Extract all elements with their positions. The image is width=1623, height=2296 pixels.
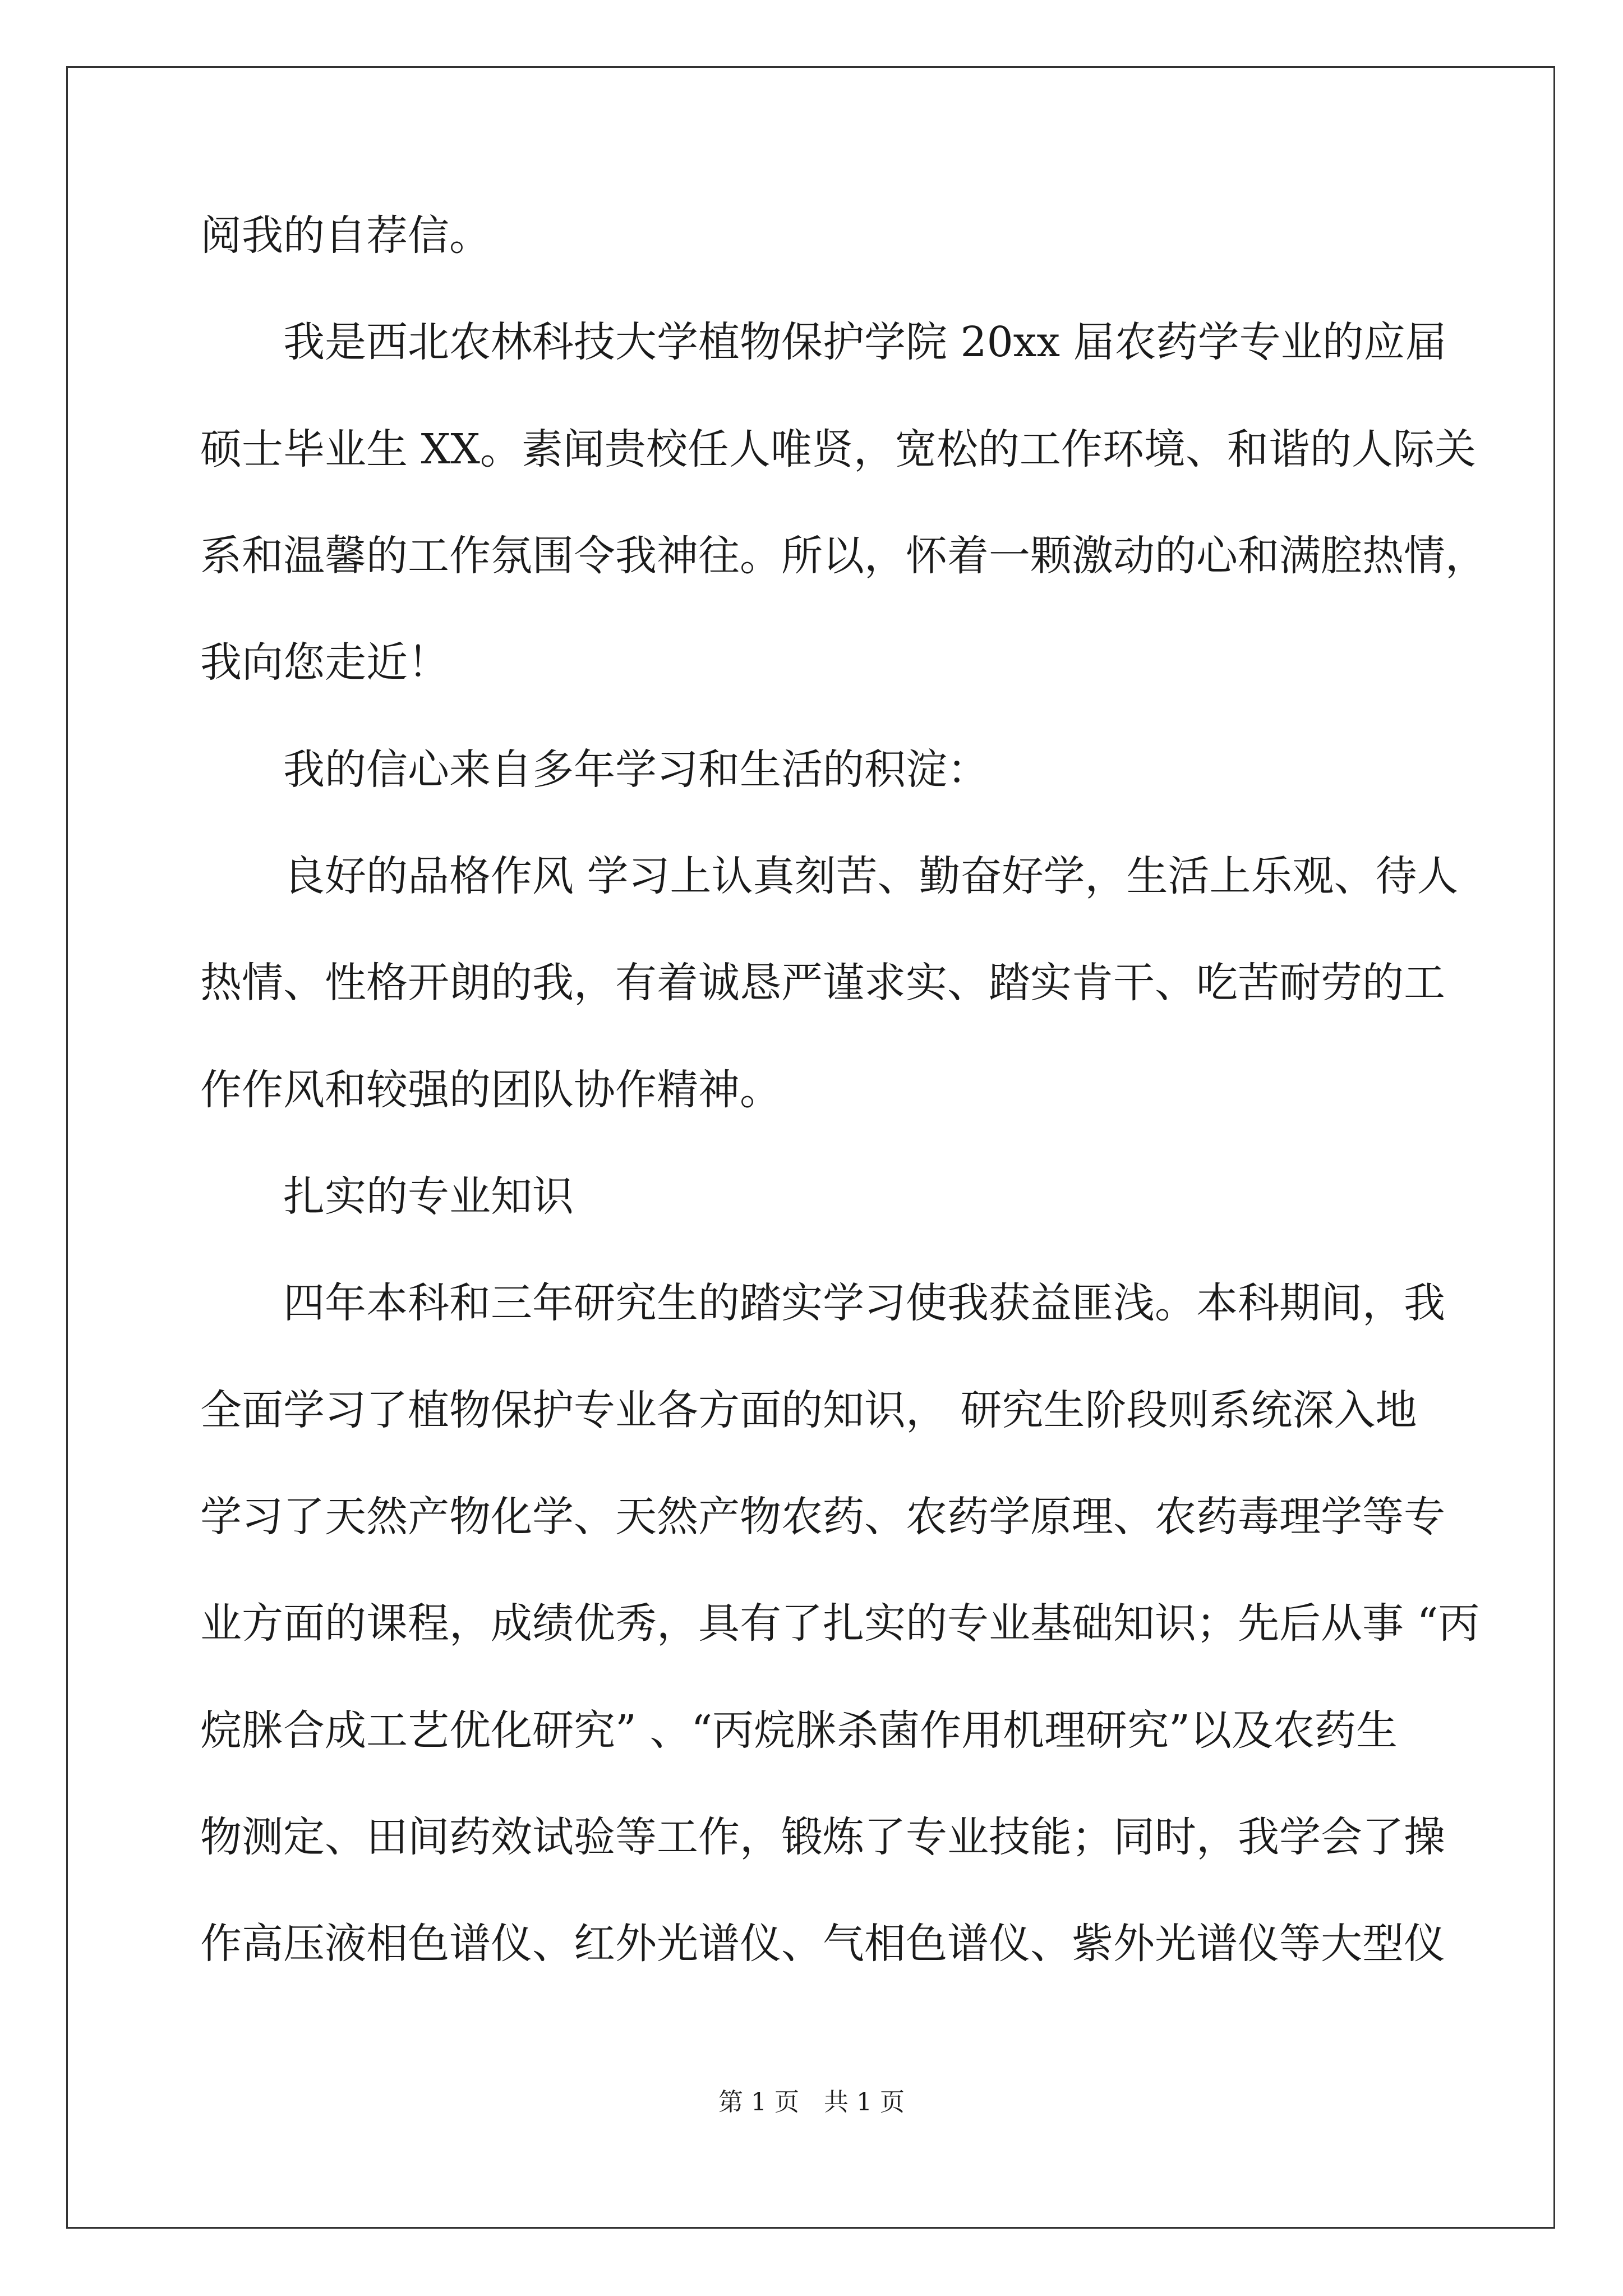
text-line: 热情、性格开朗的我，有着诚恳严谨求实、踏实肯干、吃苦耐劳的工 xyxy=(200,959,1445,1007)
page-border xyxy=(66,66,1555,2229)
text-line: 作高压液相色谱仪、红外光谱仪、气相色谱仪、紫外光谱仪等大型仪 xyxy=(200,1920,1445,1968)
text-line: 我向您走近！ xyxy=(200,638,449,687)
text-line: 学习了天然产物化学、天然产物农药、农药学原理、农药毒理学等专 xyxy=(200,1493,1445,1541)
text-line: 扎实的专业知识 xyxy=(283,1172,574,1221)
text-line: 业方面的课程，成绩优秀，具有了扎实的专业基础知识；先后从事 “丙 xyxy=(200,1599,1480,1648)
text-line: 系和温馨的工作氛围令我神往。所以，怀着一颗激动的心和满腔热情， xyxy=(200,532,1487,580)
text-line: 硕士毕业生 XX。素闻贵校任人唯贤，宽松的工作环境、和谐的人际关 xyxy=(200,425,1476,473)
text-line: 物测定、田间药效试验等工作，锻炼了专业技能；同时，我学会了操 xyxy=(200,1813,1445,1861)
text-line: 阅我的自荐信。 xyxy=(200,211,491,260)
text-line: 我的信心来自多年学习和生活的积淀： xyxy=(283,746,989,794)
text-line: 四年本科和三年研究生的踏实学习使我获益匪浅。本科期间，我 xyxy=(283,1279,1445,1327)
text-line: 良好的品格作风 学习上认真刻苦、勤奋好学，生活上乐观、待人 xyxy=(283,852,1459,900)
text-line: 烷脒合成工艺优化研究” 、“丙烷脒杀菌作用机理研究”以及农药生 xyxy=(200,1706,1398,1755)
text-line: 我是西北农林科技大学植物保护学院 20xx 届农药学专业的应届 xyxy=(283,318,1447,366)
text-line: 作作风和较强的团队协作精神。 xyxy=(200,1066,781,1114)
page-footer: 第 1 页 共 1 页 xyxy=(718,2088,905,2116)
text-line: 全面学习了植物保护专业各方面的知识， 研究生阶段则系统深入地 xyxy=(200,1386,1417,1434)
